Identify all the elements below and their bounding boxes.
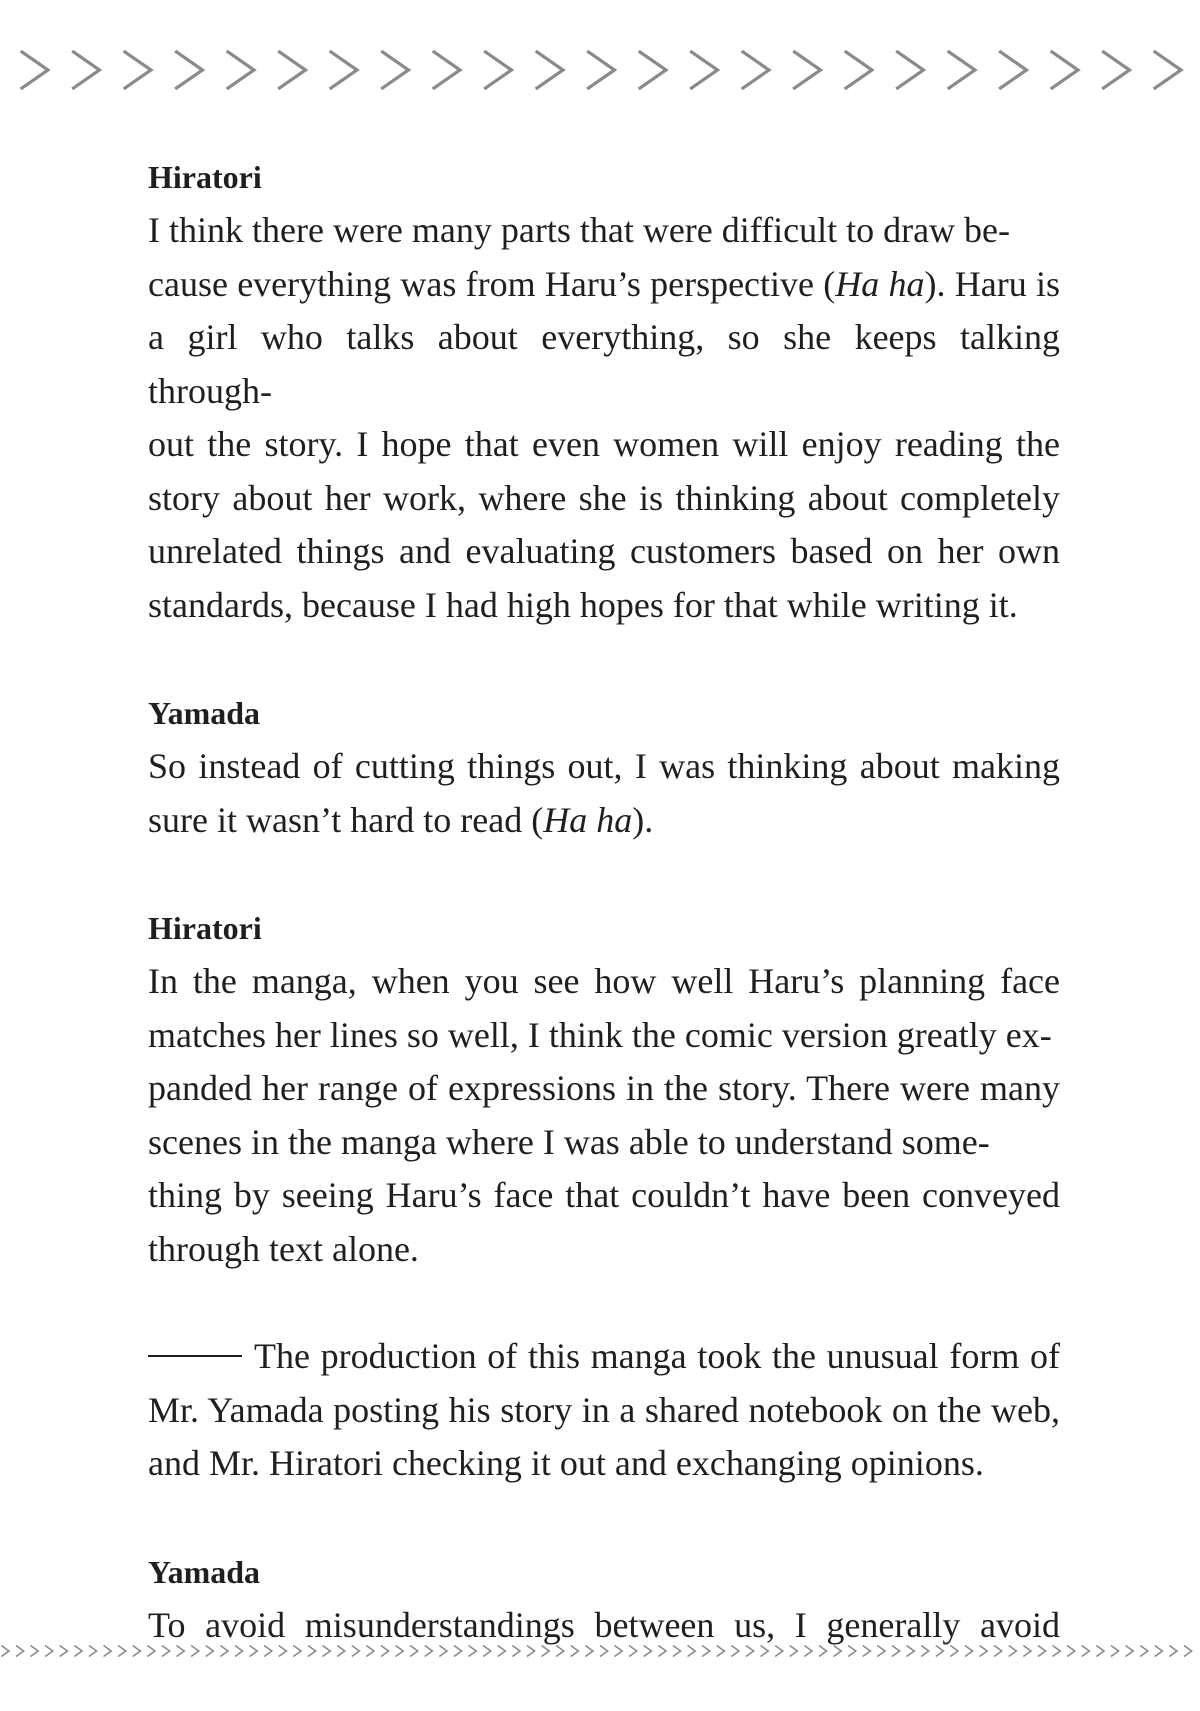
dialogue-text: So instead of cutting things out, I was thinking about making sure it wasn’t hard to read (Ha ha).	[148, 746, 1060, 840]
chevron-icon	[790, 1646, 797, 1656]
chevron-icon	[90, 1646, 97, 1656]
chevron-icon	[571, 1646, 578, 1656]
chevron-icon	[1104, 52, 1130, 88]
chevron-icon	[309, 1646, 316, 1656]
chevron-icon	[743, 52, 769, 88]
chevron-icon	[236, 1646, 243, 1656]
chevron-icon	[717, 1646, 724, 1656]
top-chevron-border-icon	[0, 40, 1200, 100]
chevron-icon	[922, 1646, 929, 1656]
chevron-icon	[936, 1646, 943, 1656]
chevron-icon	[542, 1646, 549, 1656]
chevron-icon	[747, 1646, 754, 1656]
chevron-icon	[761, 1646, 768, 1656]
chevron-icon	[31, 1646, 38, 1656]
bottom-chevron-border	[0, 1640, 1200, 1662]
dialogue-block	[148, 150, 1060, 632]
chevron-icon	[659, 1646, 666, 1656]
chevron-icon	[250, 1646, 257, 1656]
chevron-icon	[846, 52, 872, 88]
chevron-icon	[528, 1646, 535, 1656]
chevron-icon	[1082, 1646, 1089, 1656]
chevron-icon	[1155, 1646, 1162, 1656]
chevron-icon	[995, 1646, 1002, 1656]
chevron-icon	[951, 1646, 958, 1656]
chevron-icon	[615, 1646, 622, 1656]
chevron-icon	[1068, 1646, 1075, 1656]
chevron-icon	[980, 1646, 987, 1656]
chevron-icon	[949, 52, 975, 88]
chevron-icon	[703, 1646, 710, 1656]
chevron-icon	[125, 52, 151, 88]
chevron-icon	[338, 1646, 345, 1656]
speaker-name: Yamada	[148, 1553, 261, 1590]
chevron-icon	[367, 1646, 374, 1656]
chevron-icon	[133, 1646, 140, 1656]
em-dash-rule	[148, 1355, 242, 1357]
chevron-icon	[352, 1646, 359, 1656]
speaker-name: Hiratori	[148, 159, 262, 195]
chevron-icon	[22, 52, 48, 88]
chevron-icon	[557, 1646, 564, 1656]
chevron-icon	[1001, 52, 1027, 88]
dialogue-block	[148, 686, 1060, 847]
chevron-icon	[74, 52, 100, 88]
chevron-icon	[1185, 1646, 1192, 1656]
chevron-icon	[537, 52, 563, 88]
chevron-icon	[776, 1646, 783, 1656]
chevron-icon	[863, 1646, 870, 1656]
chevron-icon	[820, 1646, 827, 1656]
chevron-icon	[434, 52, 460, 88]
chevron-icon	[630, 1646, 637, 1656]
chevron-icon	[425, 1646, 432, 1656]
chevron-icon	[455, 1646, 462, 1656]
top-chevron-border	[0, 40, 1200, 100]
interviewer-block	[148, 1330, 1060, 1491]
chevron-icon	[265, 1646, 272, 1656]
speaker-name: Yamada	[148, 695, 261, 731]
chevron-icon	[849, 1646, 856, 1656]
chevron-icon	[331, 52, 357, 88]
dialogue-block	[148, 901, 1060, 1276]
chevron-icon	[893, 1646, 900, 1656]
chevron-icon	[1052, 52, 1078, 88]
chevron-icon	[640, 52, 666, 88]
chevron-icon	[469, 1646, 476, 1656]
chevron-icon	[177, 52, 203, 88]
chevron-icon	[2, 1646, 9, 1656]
chevron-icon	[323, 1646, 330, 1656]
dialogue-text: To avoid misunderstandings between us, I generally avoid	[148, 1604, 1060, 1645]
chevron-icon	[644, 1646, 651, 1656]
chevron-icon	[46, 1646, 53, 1656]
chevron-icon	[1126, 1646, 1133, 1656]
chevron-icon	[396, 1646, 403, 1656]
chevron-icon	[440, 1646, 447, 1656]
interviewer-text: The production of this manga took the unusual form of Mr. Yamada posting his story in a shared notebook on the web, and Mr. Hiratori checking it out and exchanging opinions.	[148, 1336, 1060, 1483]
dialogue-text: I think there were many parts that were difficult to draw be- cause everything was from Haru’s perspective (Ha ha). Haru is a girl who talks about everything, so she keeps talking through- out the story. I hope that even women will enjoy reading the story about her work, where she is thinking about completely unrelated things and evaluating customers based on her own standards, because I had high hopes for that while writing it.	[148, 210, 1061, 625]
chevron-icon	[688, 1646, 695, 1656]
speaker-name: Hiratori	[148, 910, 262, 946]
dialogue-text: In the manga, when you see how well Haru’s planning face matches her lines so well, I think the comic version greatly ex- panded her range of expressions in the story. There were many scenes in the manga where I was able to understand some- thing by seeing Haru’s face that couldn’t have been conveyed through text alone.	[148, 961, 1060, 1269]
chevron-icon	[1039, 1646, 1046, 1656]
chevron-icon	[674, 1646, 681, 1656]
chevron-icon	[586, 1646, 593, 1656]
chevron-icon	[177, 1646, 184, 1656]
chevron-icon	[805, 1646, 812, 1656]
chevron-icon	[104, 1646, 111, 1656]
chevron-icon	[1053, 1646, 1060, 1656]
chevron-icon	[1155, 52, 1181, 88]
chevron-icon	[221, 1646, 228, 1656]
chevron-icon	[383, 52, 409, 88]
chevron-icon	[1097, 1646, 1104, 1656]
chevron-icon	[878, 1646, 885, 1656]
chevron-icon	[192, 1646, 199, 1656]
chevron-icon	[119, 1646, 126, 1656]
interview-text	[148, 150, 1060, 1652]
chevron-icon	[732, 1646, 739, 1656]
chevron-icon	[484, 1646, 491, 1656]
chevron-icon	[513, 1646, 520, 1656]
dialogue-block	[148, 1545, 1060, 1653]
chevron-icon	[1112, 1646, 1119, 1656]
chevron-icon	[907, 1646, 914, 1656]
chevron-icon	[498, 1646, 505, 1656]
chevron-icon	[382, 1646, 389, 1656]
chevron-icon	[966, 1646, 973, 1656]
chevron-icon	[228, 52, 254, 88]
chevron-icon	[279, 1646, 286, 1656]
chevron-icon	[1009, 1646, 1016, 1656]
chevron-icon	[294, 1646, 301, 1656]
chevron-icon	[163, 1646, 170, 1656]
chevron-icon	[692, 52, 718, 88]
chevron-icon	[795, 52, 821, 88]
chevron-icon	[1141, 1646, 1148, 1656]
chevron-icon	[206, 1646, 213, 1656]
chevron-icon	[1024, 1646, 1031, 1656]
chevron-icon	[280, 52, 306, 88]
chevron-icon	[601, 1646, 608, 1656]
chevron-icon	[589, 52, 615, 88]
chevron-icon	[486, 52, 512, 88]
chevron-icon	[1170, 1646, 1177, 1656]
chevron-icon	[148, 1646, 155, 1656]
chevron-icon	[411, 1646, 418, 1656]
bottom-chevron-border-icon	[0, 1640, 1200, 1662]
chevron-icon	[75, 1646, 82, 1656]
chevron-icon	[898, 52, 924, 88]
chevron-icon	[17, 1646, 24, 1656]
chevron-icon	[60, 1646, 67, 1656]
chevron-icon	[834, 1646, 841, 1656]
